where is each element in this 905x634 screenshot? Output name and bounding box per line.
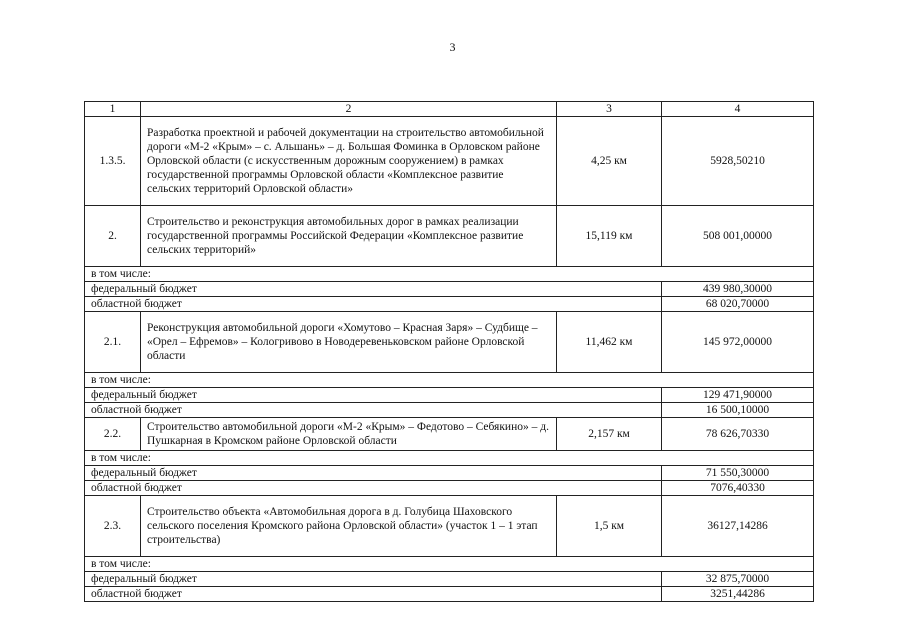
budget-amount: 439 980,30000: [662, 282, 814, 297]
header-cell: 3: [557, 102, 662, 117]
subheader-row: [85, 373, 814, 388]
item-number: 1.3.5.: [85, 117, 141, 206]
item-description: Строительство объекта «Автомобильная дорога в д. Голубица Шаховского сельского поселения Кромского района Орловской области» (участок 1 – 1 этап строительства): [141, 496, 557, 557]
item-row: [85, 496, 814, 557]
budget-row: [85, 587, 814, 602]
budget-label: областной бюджет: [85, 297, 662, 312]
subheader-label: в том числе:: [85, 557, 814, 572]
budget-amount: 7076,40330: [662, 481, 814, 496]
item-number: 2.1.: [85, 312, 141, 373]
subheader-label: в том числе:: [85, 373, 814, 388]
item-number: 2.2.: [85, 418, 141, 451]
item-row: [85, 206, 814, 267]
header-cell: 4: [662, 102, 814, 117]
budget-amount: 16 500,10000: [662, 403, 814, 418]
item-row: [85, 418, 814, 451]
header-cell: 2: [141, 102, 557, 117]
budget-amount: 32 875,70000: [662, 572, 814, 587]
table-header-row: [85, 102, 814, 117]
subheader-row: [85, 451, 814, 466]
budget-label: областной бюджет: [85, 587, 662, 602]
budget-row: [85, 297, 814, 312]
item-length: 2,157 км: [557, 418, 662, 451]
item-length: 1,5 км: [557, 496, 662, 557]
item-description: Строительство и реконструкция автомобильных дорог в рамках реализации государственной программы Российской Федерации «Комплексное развитие сельских территорий»: [141, 206, 557, 267]
budget-label: федеральный бюджет: [85, 572, 662, 587]
item-amount: 508 001,00000: [662, 206, 814, 267]
budget-row: [85, 403, 814, 418]
subheader-label: в том числе:: [85, 267, 814, 282]
item-description: Строительство автомобильной дороги «М-2 «Крым» – Федотово – Себякино» – д. Пушкарная в Кромском районе Орловской области: [141, 418, 557, 451]
item-row: [85, 117, 814, 206]
item-amount: 36127,14286: [662, 496, 814, 557]
item-amount: 5928,50210: [662, 117, 814, 206]
budget-amount: 68 020,70000: [662, 297, 814, 312]
item-number: 2.3.: [85, 496, 141, 557]
budget-label: областной бюджет: [85, 481, 662, 496]
subheader-row: [85, 267, 814, 282]
budget-label: областной бюджет: [85, 403, 662, 418]
budget-row: [85, 282, 814, 297]
subheader-label: в том числе:: [85, 451, 814, 466]
budget-amount: 3251,44286: [662, 587, 814, 602]
item-description: Реконструкция автомобильной дороги «Хомутово – Красная Заря» – Судбище – «Орел – Ефремов» – Кологривово в Новодеревеньковском районе Орловской области: [141, 312, 557, 373]
budget-row: [85, 481, 814, 496]
budget-label: федеральный бюджет: [85, 282, 662, 297]
budget-label: федеральный бюджет: [85, 388, 662, 403]
item-description: Разработка проектной и рабочей документации на строительство автомобильной дороги «М-2 «Крым» – с. Альшань» – д. Большая Фоминка в Орловском районе Орловской области (с искусственным дорожным сооружением) в рамках государственной программы Орловской области «Комплексное развитие сельских территорий Орловской области»: [141, 117, 557, 206]
item-number: 2.: [85, 206, 141, 267]
item-length: 11,462 км: [557, 312, 662, 373]
budget-label: федеральный бюджет: [85, 466, 662, 481]
page-number: 3: [449, 40, 456, 54]
budget-row: [85, 572, 814, 587]
budget-table: [84, 101, 814, 602]
item-length: 4,25 км: [557, 117, 662, 206]
budget-row: [85, 466, 814, 481]
subheader-row: [85, 557, 814, 572]
item-length: 15,119 км: [557, 206, 662, 267]
budget-amount: 71 550,30000: [662, 466, 814, 481]
budget-amount: 129 471,90000: [662, 388, 814, 403]
item-row: [85, 312, 814, 373]
budget-row: [85, 388, 814, 403]
header-cell: 1: [85, 102, 141, 117]
item-amount: 78 626,70330: [662, 418, 814, 451]
item-amount: 145 972,00000: [662, 312, 814, 373]
